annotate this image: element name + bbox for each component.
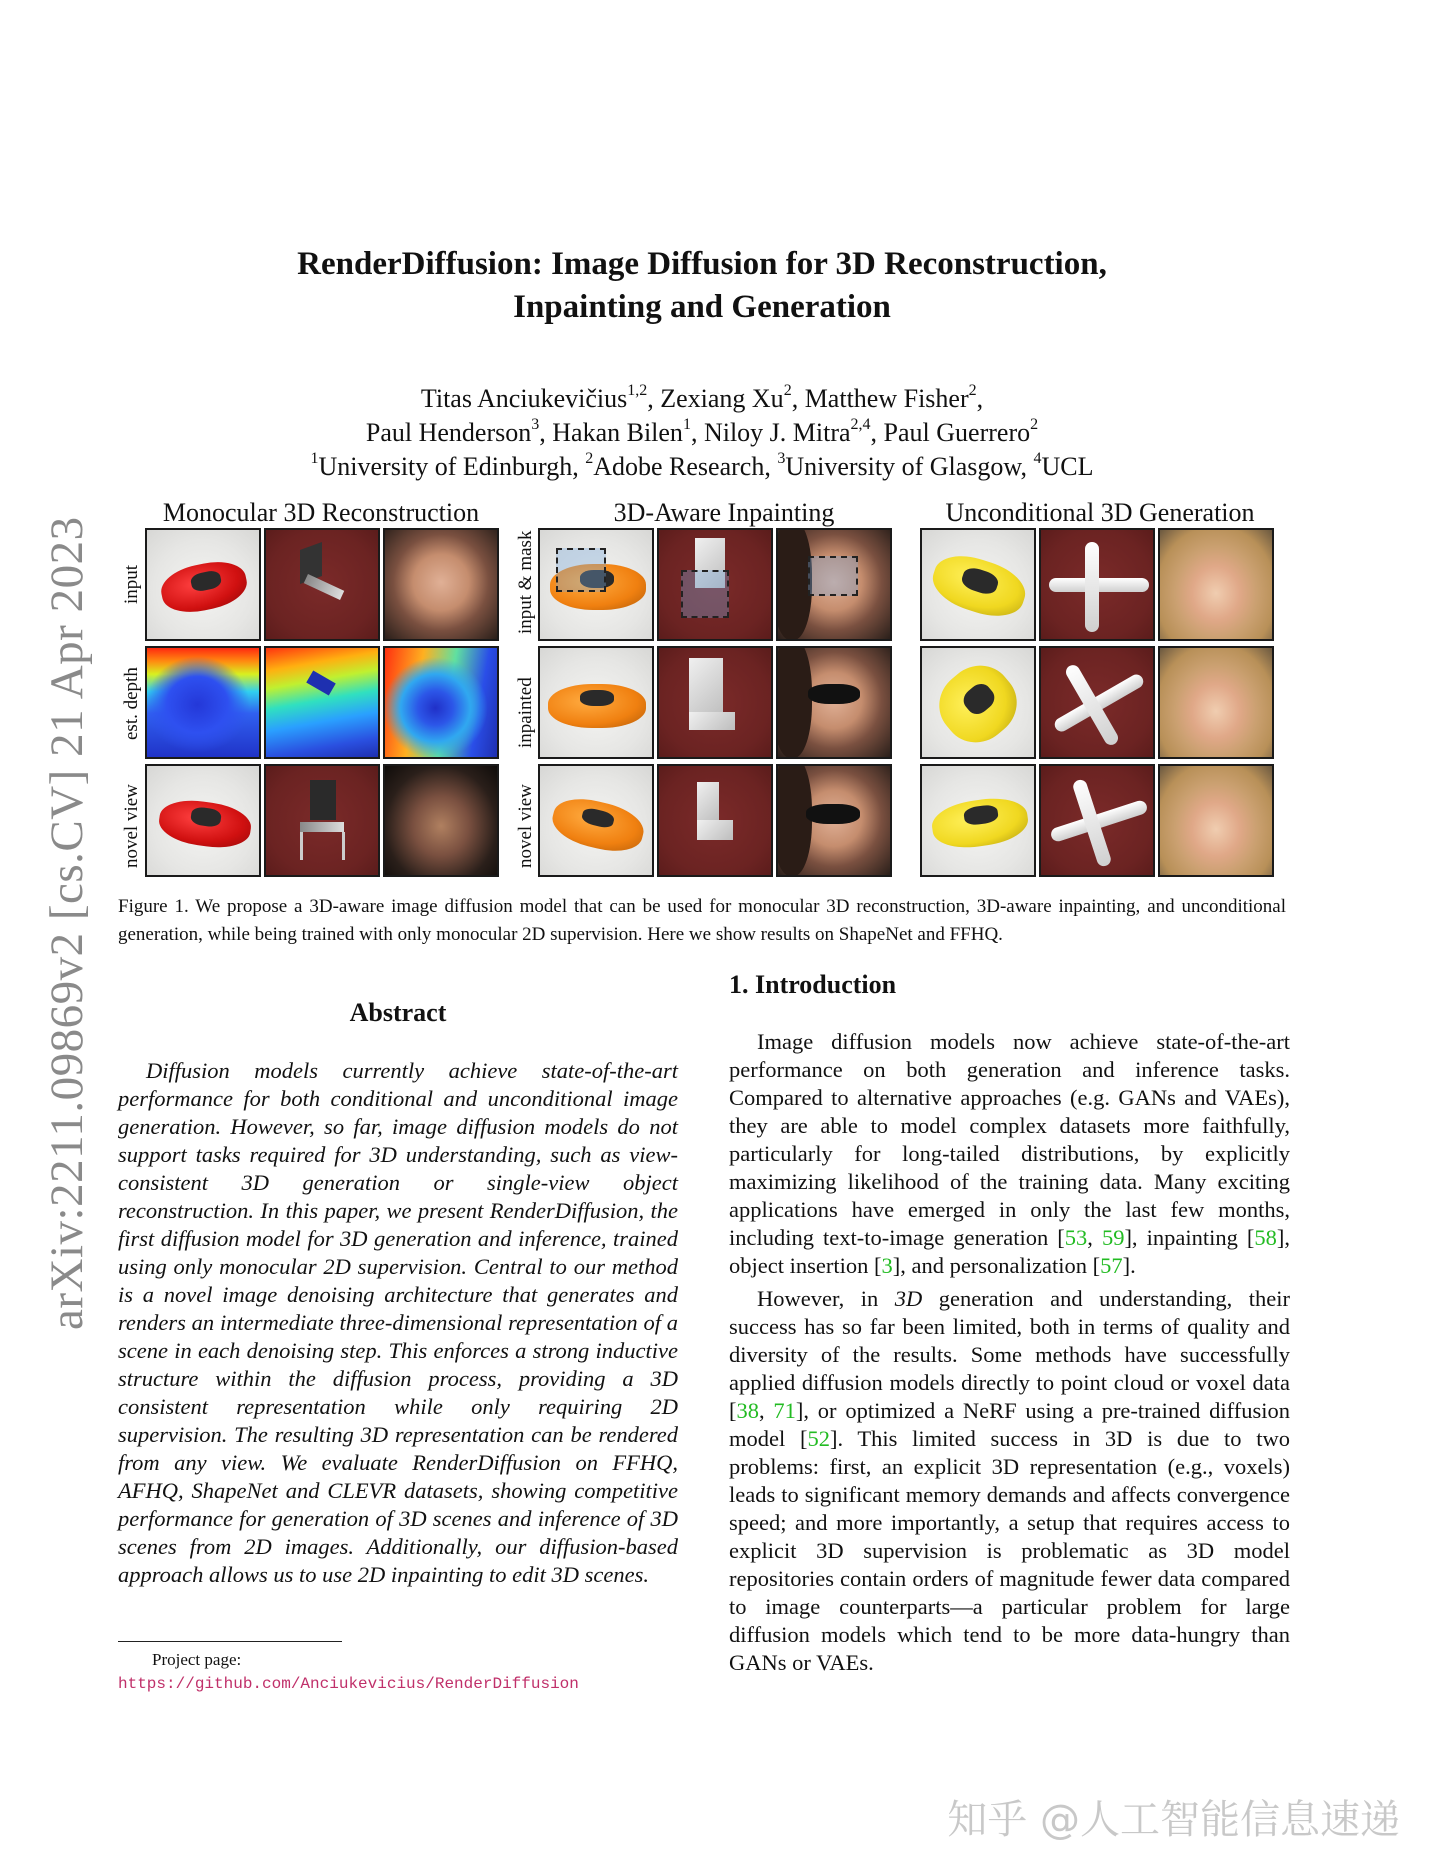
intro-paragraph-2 (729, 1285, 1290, 1677)
author-name: Titas Anciukevičius (420, 384, 628, 413)
footnote-rule (118, 1641, 342, 1642)
text-run: , (759, 1398, 774, 1423)
panel-inpaint-face-novel (776, 764, 892, 877)
row-label-inpainted: inpainted (515, 677, 536, 748)
group-title-reconstruction: Monocular 3D Reconstruction (162, 498, 480, 527)
citation-link[interactable]: 3 (881, 1253, 893, 1278)
author-line-1 (150, 382, 1254, 416)
panel-gen-face-1 (1158, 528, 1274, 641)
arxiv-identifier: arXiv:2211.09869v2 [cs.CV] 21 Apr 2023 (41, 516, 93, 1330)
panel-inpaint-face-result (776, 646, 892, 759)
row-label-input-mask: input & mask (515, 530, 536, 634)
affiliation-marker: 3 (777, 450, 786, 468)
citation-link[interactable]: 52 (807, 1426, 830, 1451)
footnote (118, 1648, 678, 1696)
panel-gen-plane-3 (1039, 764, 1155, 877)
panel-gen-plane-1 (1039, 528, 1155, 641)
affiliation-marker: 3 (531, 416, 540, 434)
footnote-label: Project page: (152, 1650, 242, 1669)
author-name: University of Edinburgh, (318, 452, 586, 481)
panel-inpaint-chair-input (657, 528, 773, 641)
citation-link[interactable]: 53 (1064, 1225, 1088, 1250)
author-name: Paul Henderson (365, 418, 532, 447)
panel-gen-car-3 (920, 764, 1036, 877)
text-run: ], or optimized a NeRF using a pre-trained diffusion model [ (729, 1398, 1290, 1451)
citation-link[interactable]: 59 (1101, 1225, 1125, 1250)
affiliation-marker: 2 (585, 450, 594, 468)
affiliation-marker: 1 (682, 416, 691, 434)
intro-paragraph-1 (729, 1028, 1290, 1280)
title-line-2: Inpainting and Generation (513, 289, 891, 325)
panel-gen-face-2 (1158, 646, 1274, 759)
author-name: Adobe Research, (593, 452, 778, 481)
affiliation-marker: 2 (968, 382, 977, 400)
panel-recon-face-depth (383, 646, 499, 759)
introduction-body (729, 1028, 1290, 1682)
text-run: , (1087, 1225, 1102, 1250)
citation-link[interactable]: 38 (736, 1398, 759, 1423)
text-run: ]. This limited success in 3D is due to two problems: first, an explicit 3D representation (e.g., voxels) leads to significant memory demands and affects convergence speed; and more importantly, a setup that requires access to explicit 3D supervision is problematic as 3D model repositories contain orders of magnitude fewer data compared to image counterparts—a particular problem for large diffusion models which tend to be more data-hungry than GANs or VAEs. (729, 1426, 1291, 1675)
author-name: , Hakan Bilen (539, 418, 683, 447)
panel-recon-chair-depth (264, 646, 380, 759)
panel-inpaint-chair-novel (657, 764, 773, 877)
author-name: , Zexiang Xu (647, 384, 784, 413)
group-title-generation: Unconditional 3D Generation (945, 498, 1255, 527)
panel-recon-chair-input (264, 528, 380, 641)
author-line-2 (150, 416, 1254, 450)
introduction-heading: 1. Introduction (729, 970, 897, 999)
author-name: University of Glasgow, (785, 452, 1034, 481)
author-block (150, 382, 1254, 484)
panel-inpaint-chair-result (657, 646, 773, 759)
text-run: Image diffusion models now achieve state-of-the-art performance on both generation and inference tasks. Compared to alternative approaches (e.g. GANs and VAEs), they are able to model complex datasets more faithfully, particularly for long-tailed distributions, by explicitly maximizing likelihood of the training data. Many exciting applications have emerged in only the last few months, including text-to-image generation [ (729, 1029, 1290, 1250)
affiliation-marker: 1,2 (627, 382, 648, 400)
affiliation-marker: 2 (1030, 416, 1039, 434)
text-run: ], object insertion [ (729, 1225, 1290, 1278)
panel-gen-car-2 (920, 646, 1036, 759)
project-page-link[interactable]: https://github.com/Anciukevicius/RenderDiffusion (118, 1675, 579, 1693)
author-name: , Niloy J. Mitra (690, 418, 851, 447)
panel-inpaint-car-input (538, 528, 654, 641)
watermark: 知乎 @人工智能信息速递 (947, 1797, 1400, 1843)
panel-inpaint-car-result (538, 646, 654, 759)
affiliation-marker: 1 (310, 450, 319, 468)
panel-recon-face-novel (383, 764, 499, 877)
panel-recon-car-input (145, 528, 261, 641)
row-label-input: input (121, 564, 142, 604)
panel-gen-plane-2 (1039, 646, 1155, 759)
panel-inpaint-car-novel (538, 764, 654, 877)
affiliation-marker: 2,4 (850, 416, 871, 434)
paper-title (150, 243, 1254, 329)
panel-recon-face-input (383, 528, 499, 641)
citation-link[interactable]: 58 (1254, 1225, 1277, 1250)
text-run: ]. (1122, 1253, 1136, 1278)
row-label-novel-view-2: novel view (515, 784, 536, 868)
text-run: ], inpainting [ (1124, 1225, 1255, 1250)
figure-caption: Figure 1. We propose a 3D-aware image diffusion model that can be used for monocular 3D reconstruction, 3D-aware inpainting, and unconditional generation, while being trained with only monocular 2D supervision. Here we show results on ShapeNet and FFHQ. (118, 896, 1286, 945)
abstract-text: Diffusion models currently achieve state-of-the-art performance for both conditional and unconditional image generation. However, so far, image diffusion models do not support tasks required for 3D understanding, such as view-consistent 3D generation or single-view object reconstruction. In this paper, we present RenderDiffusion, the first diffusion model for 3D generation and inference, trained using only monocular 2D supervision. Central to our method is a novel image denoising architecture that generates and renders an intermediate three-dimensional representation of a scene in each denoising step. This enforces a strong inductive structure within the diffusion process, providing a 3D consistent representation while only requiring 2D supervision. The resulting 3D representation can be rendered from any view. We evaluate RenderDiffusion on FFHQ, AFHQ, ShapeNet and CLEVR datasets, showing competitive performance for generation of 3D scenes and inference of 3D scenes from 2D images. Additionally, our diffusion-based approach allows us to use 2D inpainting to edit 3D scenes. (118, 1058, 678, 1587)
title-line-1: RenderDiffusion: Image Diffusion for 3D Reconstruction, (297, 246, 1107, 282)
affiliation-marker: 2 (783, 382, 792, 400)
text-run: 3D (894, 1286, 923, 1311)
panel-inpaint-face-input (776, 528, 892, 641)
citation-link[interactable]: 57 (1100, 1253, 1123, 1278)
panel-gen-face-3 (1158, 764, 1274, 877)
author-name: , Paul Guerrero (870, 418, 1031, 447)
citation-link[interactable]: 71 (773, 1398, 796, 1423)
affiliation-marker: 4 (1033, 450, 1042, 468)
text-run: generation and understanding, their success has so far been limited, both in terms of quality and diversity of the results. Some methods have successfully applied diffusion models directly to point cloud or voxel data [ (729, 1286, 1290, 1423)
text-run: ], and personalization [ (892, 1253, 1101, 1278)
abstract-heading: Abstract (349, 998, 447, 1027)
panel-recon-car-depth (145, 646, 261, 759)
affiliation-line (150, 450, 1254, 484)
panel-gen-car-1 (920, 528, 1036, 641)
panel-recon-car-novel (145, 764, 261, 877)
author-name: , (976, 384, 984, 413)
panel-recon-chair-novel (264, 764, 380, 877)
text-run: However, in (757, 1286, 895, 1311)
author-name: , Matthew Fisher (791, 384, 969, 413)
group-title-inpainting: 3D-Aware Inpainting (613, 498, 835, 527)
row-label-est-depth: est. depth (121, 667, 142, 740)
author-name: UCL (1041, 452, 1094, 481)
row-label-novel-view: novel view (121, 784, 142, 868)
